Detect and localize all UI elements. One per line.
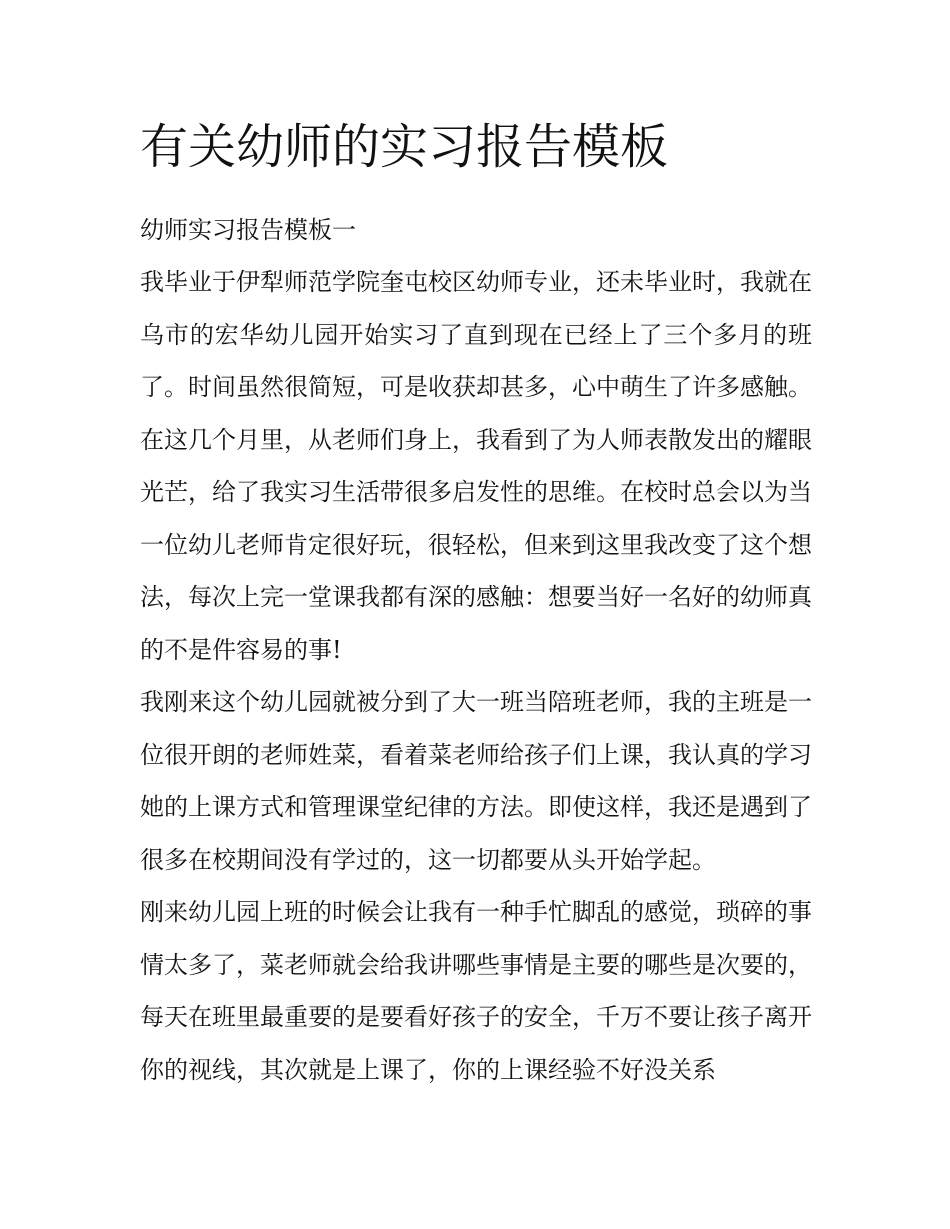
paragraph: 刚来幼儿园上班的时候会让我有一种手忙脚乱的感觉，琐碎的事情太多了，菜老师就会给我讲哪些事情是主要的哪些是次要的，每天在班里最重要的是要看好孩子的安全，千万不要让孩子离开你的视线，其次就是上课了，你的上课经验不好没关系 <box>140 898 812 1084</box>
paragraph: 在这几个月里，从老师们身上，我看到了为人师表散发出的耀眼光芒，给了我实习生活带很多启发性的思维。在校时总会以为当一位幼儿老师肯定很好玩，很轻松，但来到这里我改变了这个想法，每次上完一堂课我都有深的感触：想要当好一名好的幼师真的不是件容易的事! <box>140 425 812 664</box>
section-subtitle: 幼师实习报告模板一 <box>140 216 356 244</box>
page-title: 有关幼师的实习报告模板 <box>140 119 669 175</box>
document-body <box>140 112 812 1096</box>
paragraph: 我毕业于伊犁师范学院奎屯校区幼师专业，还未毕业时，我就在乌市的宏华幼儿园开始实习了直到现在已经上了三个多月的班了。时间虽然很简短，可是收获却甚多，心中萌生了许多感触。 <box>140 268 812 401</box>
paragraph: 我刚来这个幼儿园就被分到了大一班当陪班老师，我的主班是一位很开朗的老师姓菜，看着菜老师给孩子们上课，我认真的学习她的上课方式和管理课堂纪律的方法。即使这样，我还是遇到了很多在校期间没有学过的，这一切都要从头开始学起。 <box>140 688 812 874</box>
